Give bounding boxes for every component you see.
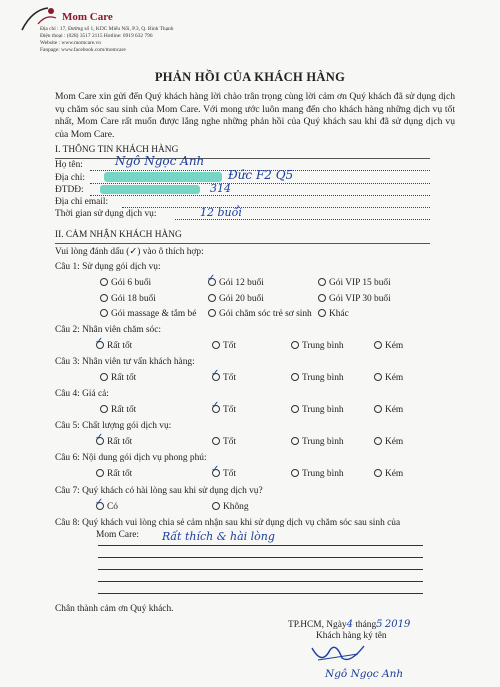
radio-icon[interactable]	[374, 469, 382, 477]
checkmark-icon: ✓	[95, 496, 104, 508]
radio-icon[interactable]	[374, 373, 382, 381]
q3-option-average[interactable]: Trung bình	[291, 373, 344, 383]
question-4: Câu 4: Giá cả:	[55, 389, 109, 399]
section-divider	[55, 158, 430, 159]
checkmark-icon: ✓	[95, 431, 104, 443]
q2-option-very-good[interactable]: ✓ Rất tốt	[95, 335, 133, 351]
answer-line[interactable]	[98, 569, 423, 570]
phone-label: ĐTDĐ:	[55, 185, 84, 195]
q5-option-very-good[interactable]: ✓ Rất tốt	[95, 431, 133, 447]
q6-option-good[interactable]: ✓ Tốt	[211, 463, 237, 479]
q7-option-yes[interactable]: ✓ Có	[95, 496, 118, 512]
answer-line[interactable]	[98, 593, 423, 594]
radio-icon[interactable]	[291, 373, 299, 381]
signature-icon	[308, 640, 368, 670]
checkmark-icon: ✓	[95, 335, 104, 347]
q2-option-good[interactable]: Tốt	[212, 341, 236, 351]
option-package-newborn[interactable]: Gói chăm sóc trẻ sơ sinh	[208, 309, 312, 319]
radio-icon[interactable]	[212, 437, 220, 445]
question-8: Câu 8: Quý khách vui lòng chia sẻ cảm nhận sau khi sử dụng dịch vụ chăm sóc sau sinh của	[55, 518, 401, 528]
radio-icon[interactable]	[95, 431, 104, 445]
radio-icon[interactable]	[291, 341, 299, 349]
q4-option-average[interactable]: Trung bình	[291, 405, 344, 415]
q5-option-good[interactable]: Tốt	[212, 437, 236, 447]
date-line: TP.HCM, Ngày4 tháng5 2019	[288, 619, 411, 630]
date-year: 2019	[384, 619, 411, 630]
option-package-vip-30[interactable]: Gói VIP 30 buổi	[318, 294, 391, 304]
radio-icon[interactable]	[208, 309, 216, 317]
q2-option-poor[interactable]: Kém	[374, 341, 403, 351]
section-customer-info-heading: I. THÔNG TIN KHÁCH HÀNG	[55, 145, 179, 155]
answer-line[interactable]	[98, 581, 423, 582]
question-6: Câu 6: Nội dung gói dịch vụ phong phú:	[55, 453, 207, 463]
phone-value: 314	[210, 182, 231, 195]
address-field[interactable]	[90, 183, 430, 184]
radio-icon[interactable]	[100, 405, 108, 413]
q3-option-good[interactable]: ✓ Tốt	[211, 367, 237, 383]
radio-icon[interactable]	[100, 309, 108, 317]
q4-option-good[interactable]: ✓ Tốt	[211, 399, 237, 415]
address-label: Địa chỉ:	[55, 173, 85, 183]
q6-option-poor[interactable]: Kém	[374, 469, 403, 479]
checkmark-icon: ✓	[207, 272, 216, 284]
redacted-block	[100, 185, 200, 194]
option-package-6[interactable]: Gói 6 buổi	[100, 278, 151, 288]
phone-field[interactable]	[90, 195, 430, 196]
date-day: 4	[346, 619, 353, 630]
address-value: Đức F2 Q5	[228, 168, 294, 182]
radio-icon[interactable]	[374, 341, 382, 349]
question-2: Câu 2: Nhân viên chăm sóc:	[55, 325, 161, 335]
q4-option-poor[interactable]: Kém	[374, 405, 403, 415]
service-duration-label: Thời gian sử dụng dịch vụ:	[55, 209, 157, 219]
answer-line[interactable]	[98, 557, 423, 558]
checkmark-icon: ✓	[211, 463, 220, 475]
page-title: PHẢN HỒI CỦA KHÁCH HÀNG	[154, 70, 346, 84]
question-1: Câu 1: Sử dụng gói dịch vụ:	[55, 262, 161, 272]
question-3: Câu 3: Nhân viên tư vấn khách hàng:	[55, 357, 195, 367]
radio-icon[interactable]	[208, 294, 216, 302]
section-feedback-heading: II. CẢM NHẬN KHÁCH HÀNG	[55, 230, 182, 240]
brand-name: Mom Care	[62, 11, 113, 23]
header-address: Địa chỉ : 17, Đường số 1, KDC Miếu Nổi, P.3, Q. Bình Thạnh	[40, 26, 174, 32]
radio-icon[interactable]	[211, 463, 220, 477]
radio-icon[interactable]	[95, 496, 104, 510]
q4-option-very-good[interactable]: Rất tốt	[100, 405, 136, 415]
radio-icon[interactable]	[291, 469, 299, 477]
checkmark-icon: ✓	[211, 367, 220, 379]
radio-icon[interactable]	[100, 294, 108, 302]
q7-option-no[interactable]: Không	[212, 502, 249, 512]
radio-icon[interactable]	[212, 502, 220, 510]
instruction-text: Vui lòng đánh dấu (✓) vào ô thích hợp:	[55, 247, 204, 257]
name-value: Ngô Ngọc Anh	[115, 154, 205, 168]
q5-option-poor[interactable]: Kém	[374, 437, 403, 447]
radio-icon[interactable]	[95, 335, 104, 349]
question-7: Câu 7: Quý khách có hài lòng sau khi sử dụng dịch vụ?	[55, 486, 263, 496]
q5-option-average[interactable]: Trung bình	[291, 437, 344, 447]
checkmark-icon: ✓	[211, 399, 220, 411]
radio-icon[interactable]	[374, 437, 382, 445]
option-package-20[interactable]: Gói 20 buổi	[208, 294, 264, 304]
radio-icon[interactable]	[318, 294, 326, 302]
radio-icon[interactable]	[100, 373, 108, 381]
q2-option-average[interactable]: Trung bình	[291, 341, 344, 351]
option-package-vip-15[interactable]: Gói VIP 15 buổi	[318, 278, 391, 288]
email-label: Địa chỉ email:	[55, 197, 109, 207]
q3-option-poor[interactable]: Kém	[374, 373, 403, 383]
q6-option-average[interactable]: Trung bình	[291, 469, 344, 479]
header-phone: Điện thoại : (028) 3517 2115 Hotline: 0919 632 796	[40, 33, 153, 39]
radio-icon[interactable]	[207, 272, 216, 286]
redacted-block	[104, 172, 222, 182]
thanks-text: Chân thành cảm ơn Quý khách.	[55, 604, 174, 614]
service-duration-value: 12 buổi	[200, 206, 242, 219]
name-label: Họ tên:	[55, 160, 83, 170]
option-package-other[interactable]: Khác	[318, 309, 349, 319]
radio-icon[interactable]	[211, 367, 220, 381]
signer-name: Ngô Ngọc Anh	[325, 668, 404, 680]
service-duration-field[interactable]	[175, 219, 430, 220]
q8-answer: Rất thích & hài lòng	[162, 530, 275, 543]
letterhead	[0, 0, 500, 65]
option-package-massage[interactable]: Gói massage & tắm bé	[100, 309, 196, 319]
intro-paragraph: Mom Care xin gửi đến Quý khách hàng lời chào trân trọng cùng lời cảm ơn Quý khách đã sử dụng dịch vụ chăm sóc sau sinh của Mom Care. Với mong ước luôn mang đến cho khách hàng những dịch vụ tốt nhất, Mom Care rất muốn được lắng nghe những phản hồi của Quý khách sau khi đã sử dụng dịch vụ của Mom Care.	[55, 91, 455, 140]
option-package-18[interactable]: Gói 18 buổi	[100, 294, 156, 304]
answer-line[interactable]	[98, 545, 423, 546]
radio-icon[interactable]	[318, 278, 326, 286]
option-package-12[interactable]: ✓ Gói 12 buổi	[207, 272, 264, 288]
radio-icon[interactable]	[100, 278, 108, 286]
q3-option-very-good[interactable]: Rất tốt	[100, 373, 136, 383]
question-8-continued: Mom Care:	[96, 530, 139, 540]
radio-icon[interactable]	[291, 437, 299, 445]
radio-icon[interactable]	[318, 309, 326, 317]
radio-icon[interactable]	[211, 399, 220, 413]
radio-icon[interactable]	[96, 469, 104, 477]
email-field[interactable]	[122, 207, 430, 208]
header-fanpage: Fanpage: www.facebook.com/momcare	[40, 47, 126, 53]
header-website: Website : www.momcare.vn	[40, 40, 101, 46]
radio-icon[interactable]	[291, 405, 299, 413]
section-divider	[55, 243, 430, 244]
radio-icon[interactable]	[212, 341, 220, 349]
question-5: Câu 5: Chất lượng gói dịch vụ:	[55, 421, 172, 431]
signer-label: Khách hàng ký tên	[316, 631, 387, 641]
radio-icon[interactable]	[374, 405, 382, 413]
q6-option-very-good[interactable]: Rất tốt	[96, 469, 132, 479]
date-month: 5	[376, 619, 383, 630]
